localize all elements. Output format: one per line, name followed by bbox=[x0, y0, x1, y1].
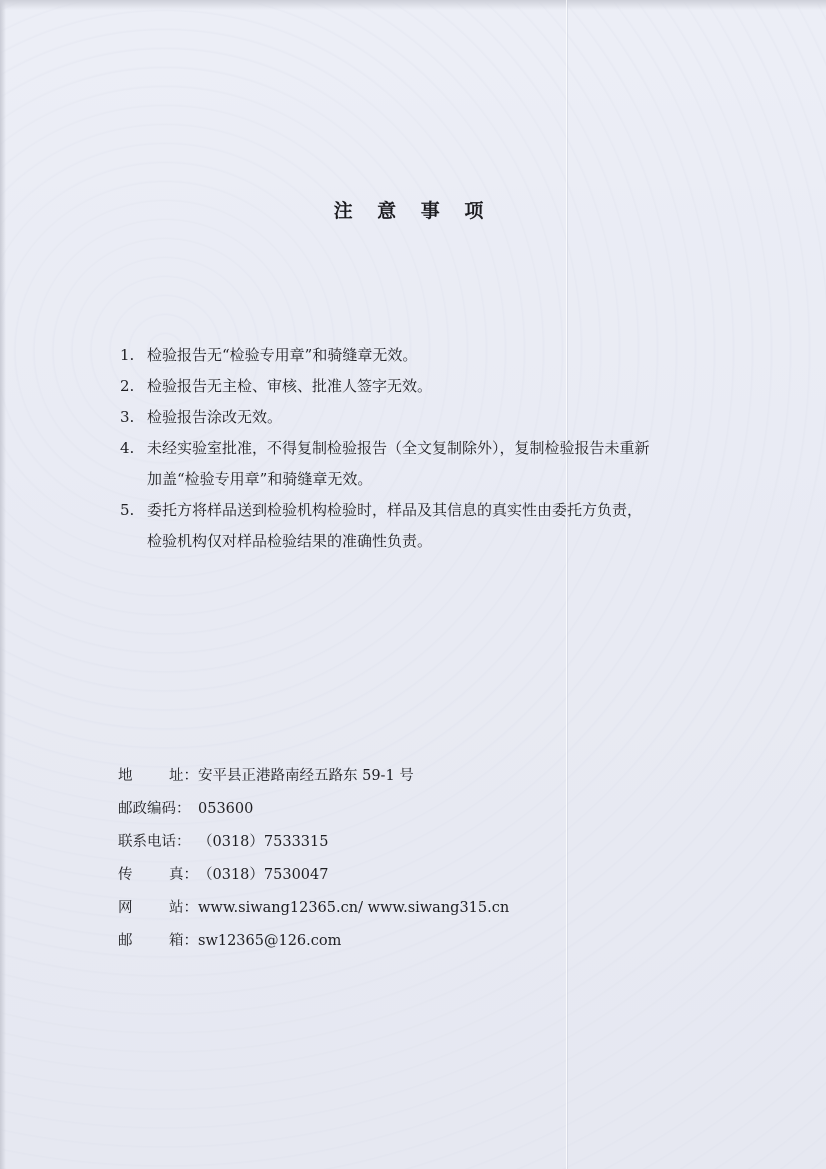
note-line: 检验报告涂改无效。 bbox=[147, 408, 283, 426]
contact-label-part: 地 bbox=[118, 768, 133, 784]
contact-label-part: 网 bbox=[118, 900, 133, 916]
contact-value: 053600 bbox=[198, 801, 254, 817]
note-line: 检验报告无主检、审核、批准人签字无效。 bbox=[147, 377, 433, 395]
note-item bbox=[120, 402, 720, 433]
note-line: 检验报告无“检验专用章”和骑缝章无效。 bbox=[147, 346, 418, 364]
contact-label-part: 传 bbox=[118, 867, 133, 883]
note-line: 委托方将样品送到检验机构检验时，样品及其信息的真实性由委托方负责， bbox=[147, 501, 643, 519]
note-item bbox=[120, 495, 720, 557]
notes-list bbox=[120, 340, 720, 557]
contact-label bbox=[118, 929, 198, 962]
contact-row-email bbox=[118, 929, 678, 962]
contact-row-website bbox=[118, 896, 678, 929]
contact-label-part: 箱： bbox=[169, 933, 198, 949]
contact-label bbox=[118, 863, 198, 896]
contact-row-postcode bbox=[118, 797, 678, 830]
note-text bbox=[147, 495, 720, 557]
contact-value: （0318）7533315 bbox=[198, 834, 329, 850]
contact-label bbox=[118, 764, 198, 797]
contact-label bbox=[118, 896, 198, 929]
note-item bbox=[120, 371, 720, 402]
contact-label-part: 邮政编码： bbox=[118, 801, 191, 817]
contact-label bbox=[118, 830, 198, 863]
page-fold-line bbox=[566, 0, 567, 1169]
note-item bbox=[120, 433, 720, 495]
contact-value: sw12365@126.com bbox=[198, 933, 342, 949]
contact-label-part: 联系电话： bbox=[118, 834, 191, 850]
note-number: 3. bbox=[120, 408, 135, 426]
contact-info bbox=[118, 764, 678, 962]
note-number: 2. bbox=[120, 377, 135, 395]
contact-label-part: 址： bbox=[169, 768, 198, 784]
note-line: 检验机构仅对样品检验结果的准确性负责。 bbox=[147, 532, 433, 550]
contact-label-part: 真： bbox=[169, 867, 198, 883]
note-item bbox=[120, 340, 720, 371]
note-number: 5. bbox=[120, 501, 135, 519]
contact-value: （0318）7530047 bbox=[198, 867, 329, 883]
note-text bbox=[147, 340, 720, 371]
contact-row-address bbox=[118, 764, 678, 797]
contact-label bbox=[118, 797, 198, 830]
note-line: 未经实验室批准，不得复制检验报告（全文复制除外），复制检验报告未重新 bbox=[147, 439, 650, 457]
note-number: 1. bbox=[120, 346, 135, 364]
contact-row-phone bbox=[118, 830, 678, 863]
note-number: 4. bbox=[120, 439, 135, 457]
note-text bbox=[147, 433, 720, 495]
contact-label-part: 邮 bbox=[118, 933, 133, 949]
page-title: 注 意 事 项 bbox=[333, 200, 493, 222]
note-line: 加盖“检验专用章”和骑缝章无效。 bbox=[147, 470, 373, 488]
scan-edge-left bbox=[0, 0, 6, 1169]
scan-edge-top bbox=[0, 0, 826, 10]
note-text bbox=[147, 371, 720, 402]
contact-value: www.siwang12365.cn/ www.siwang315.cn bbox=[198, 900, 510, 916]
contact-label-part: 站： bbox=[169, 900, 198, 916]
note-text bbox=[147, 402, 720, 433]
contact-row-fax bbox=[118, 863, 678, 896]
contact-value: 安平县正港路南经五路东 59-1 号 bbox=[198, 768, 414, 784]
